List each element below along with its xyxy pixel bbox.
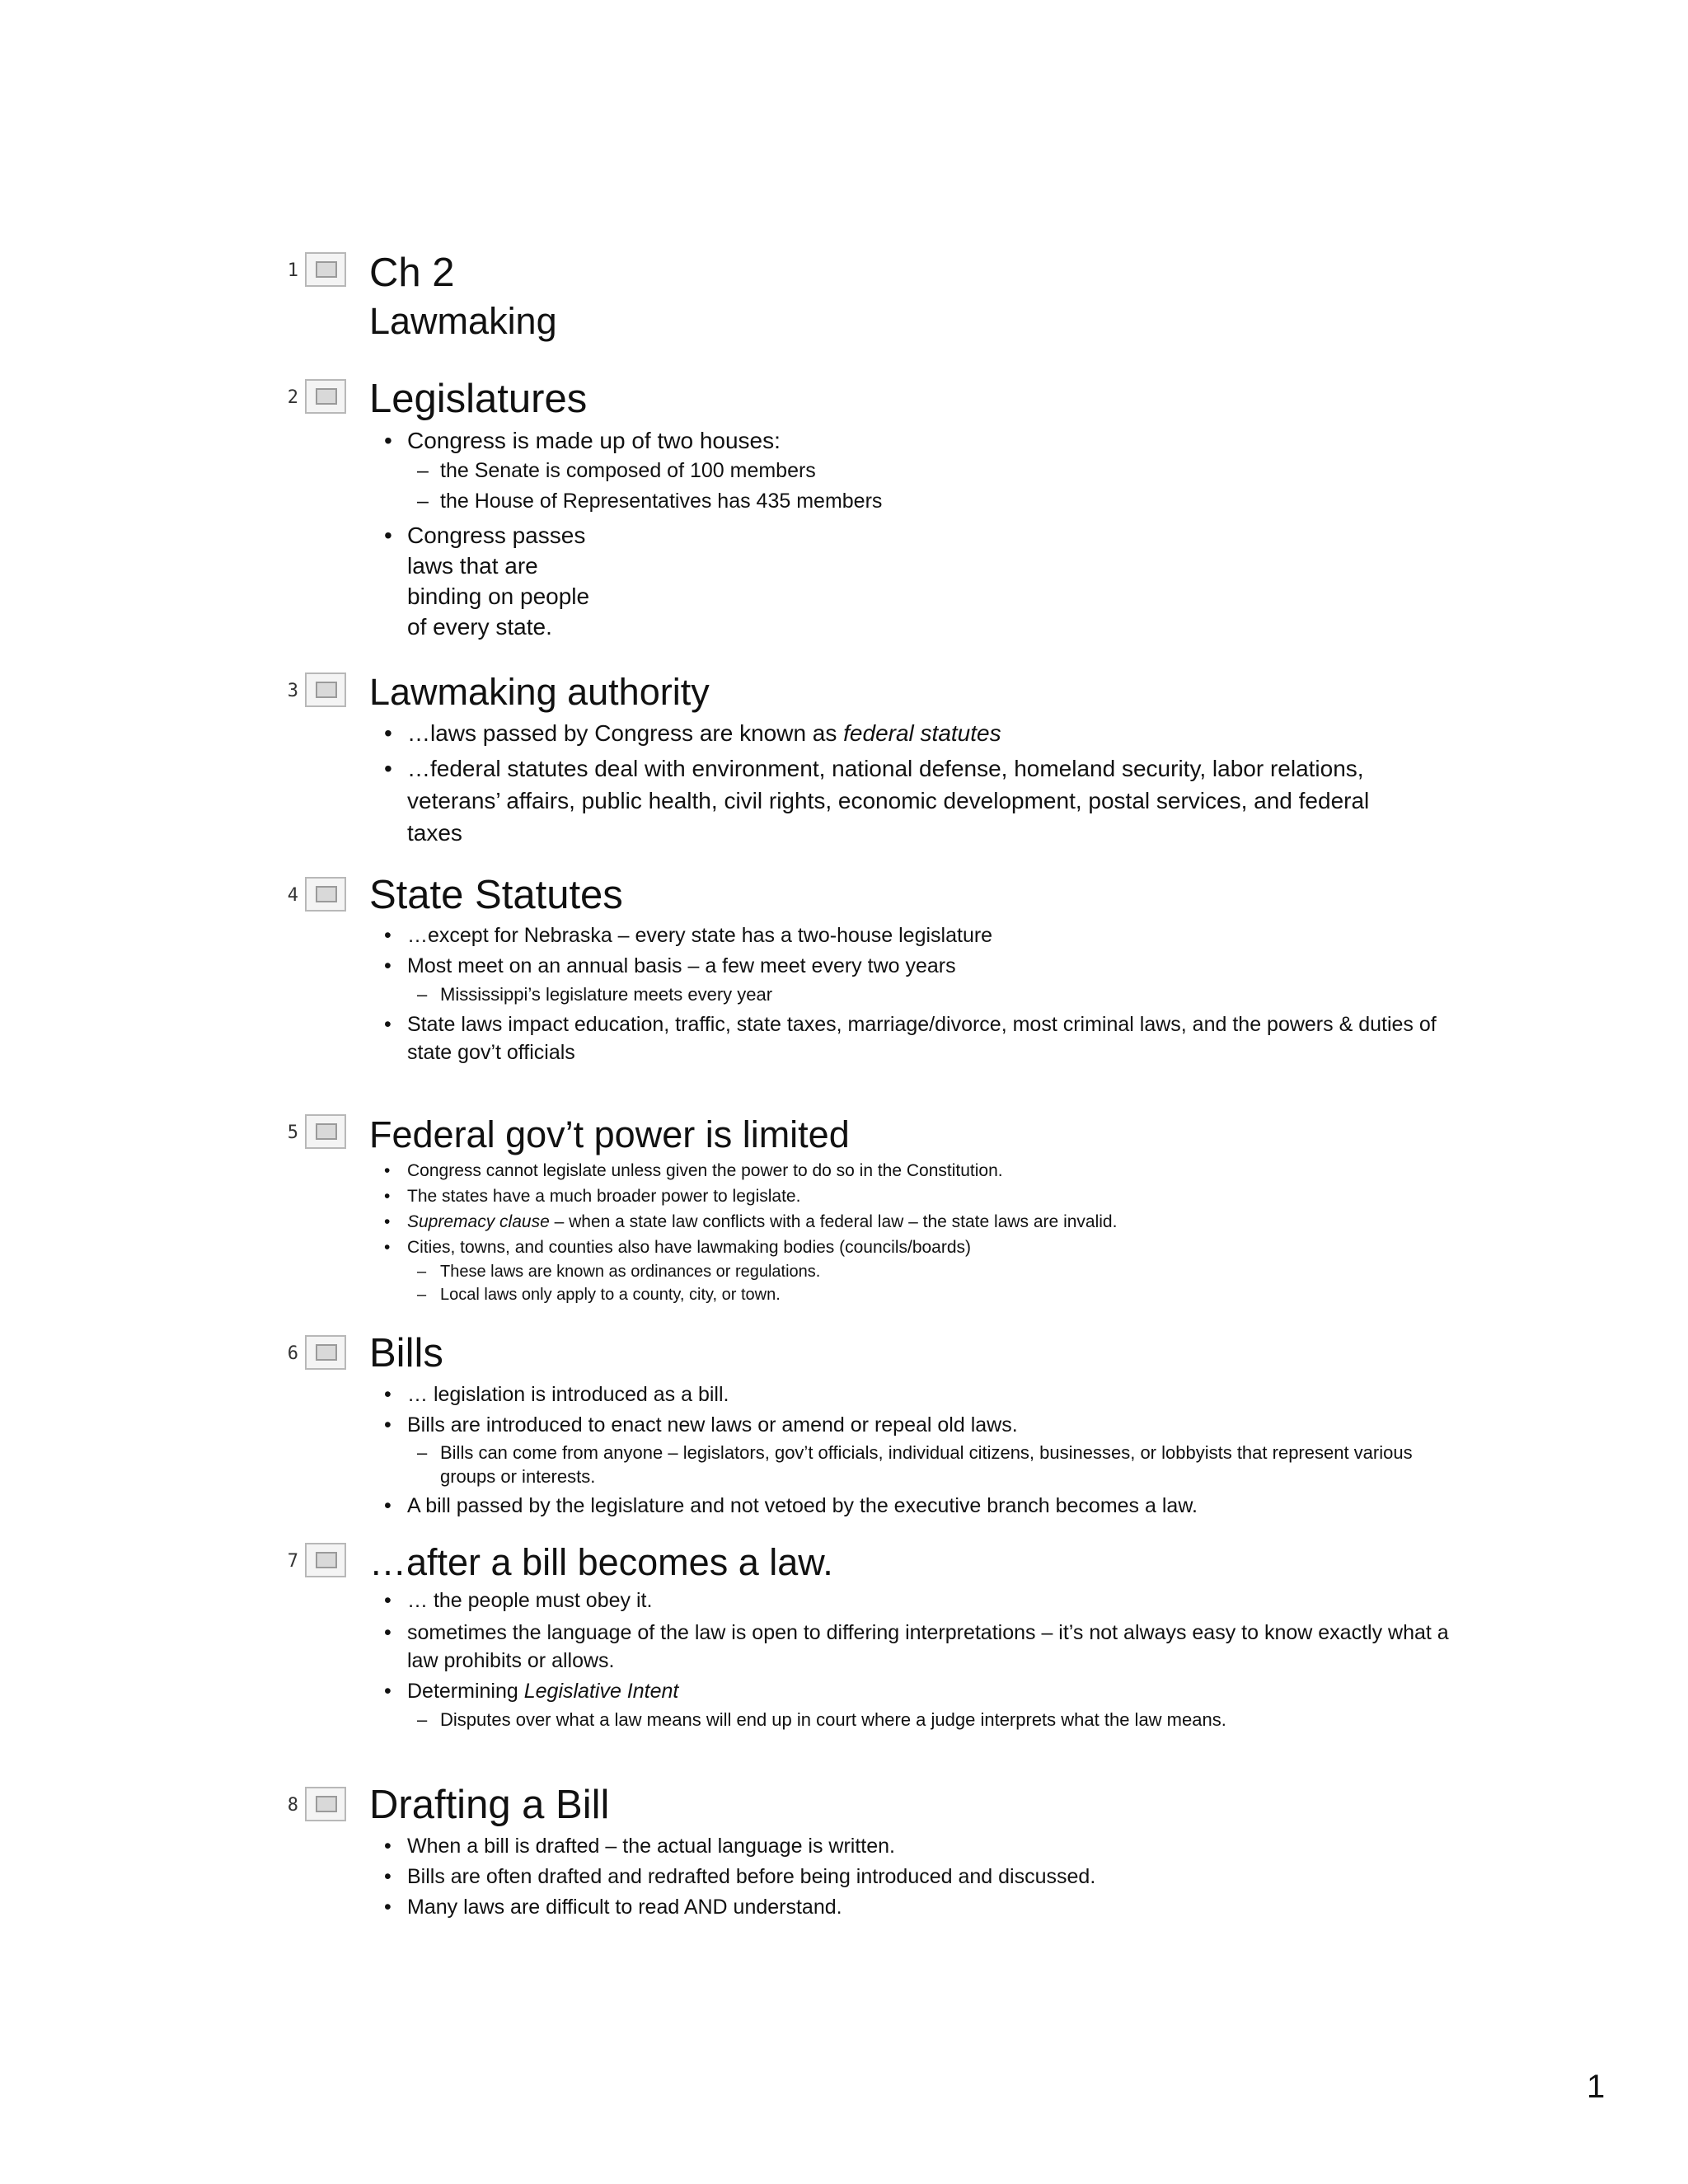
page-number: 1 bbox=[1587, 2069, 1606, 2105]
slide-thumbnail-icon[interactable] bbox=[305, 1335, 346, 1370]
slide-thumbnail-icon[interactable] bbox=[305, 252, 346, 287]
bullet-list bbox=[384, 1586, 1456, 1733]
bullet-line: of every state. bbox=[407, 614, 552, 640]
slide-number: 3 bbox=[287, 681, 298, 701]
slide-thumbnail-icon[interactable] bbox=[305, 1543, 346, 1577]
bullet-item: • Most meet on an annual basis – a few meet every two years bbox=[384, 951, 1456, 982]
slide-number: 2 bbox=[287, 387, 298, 408]
bullet-list bbox=[384, 425, 1456, 642]
bullet-list bbox=[384, 1831, 1456, 1923]
bullet-item: • sometimes the language of the law is open to differing interpretations – it’s not always easy to know exactly what a law prohibits or allows. bbox=[384, 1619, 1454, 1675]
slide-thumbnail-icon[interactable] bbox=[305, 1114, 346, 1149]
bullet-line: laws that are bbox=[407, 553, 538, 579]
slide-thumbnail-icon[interactable] bbox=[305, 673, 346, 707]
bullet-item: • …except for Nebraska – every state has a two-house legislature bbox=[384, 921, 1456, 951]
slide-title: Federal gov’t power is limited bbox=[369, 1113, 850, 1155]
slide-title: State Statutes bbox=[369, 873, 623, 917]
bullet-item: • State laws impact education, traffic, state taxes, marriage/divorce, most criminal laws, and the powers & duties of state gov’t officials bbox=[384, 1010, 1470, 1066]
slide-title: Bills bbox=[369, 1331, 443, 1376]
slide-subtitle: Lawmaking bbox=[369, 300, 557, 342]
bullet-emphasis: Legislative Intent bbox=[523, 1680, 679, 1703]
bullet-item: • Cities, towns, and counties also have lawmaking bodies (councils/boards) bbox=[384, 1235, 1456, 1260]
slide-number: 7 bbox=[287, 1551, 298, 1572]
sub-bullet-item: – Bills can come from anyone – legislators, gov’t officials, individual citizens, businesses, or lobbyists that represent various groups or interests. bbox=[417, 1441, 1437, 1488]
bullet-item: • Bills are introduced to enact new laws or amend or repeal old laws. bbox=[384, 1410, 1456, 1441]
bullet-line: • Congress passes bbox=[407, 523, 586, 548]
bullet-text: – when a state law conflicts with a federal law – the state laws are invalid. bbox=[549, 1212, 1118, 1231]
slide-thumbnail-icon[interactable] bbox=[305, 379, 346, 414]
slide-number: 6 bbox=[287, 1343, 298, 1364]
slide-title: Legislatures bbox=[369, 377, 588, 421]
bullet-line: binding on people bbox=[407, 583, 590, 609]
slide-title: Drafting a Bill bbox=[369, 1783, 610, 1827]
slide-thumbnail-icon[interactable] bbox=[305, 1787, 346, 1821]
sub-bullet-item: – These laws are known as ordinances or regulations. bbox=[417, 1260, 1456, 1283]
bullet-item: • Congress cannot legislate unless given the power to do so in the Constitution. bbox=[384, 1158, 1456, 1183]
bullet-item: • … legislation is introduced as a bill. bbox=[384, 1380, 1456, 1410]
bullet-item: • When a bill is drafted – the actual language is written. bbox=[384, 1831, 1456, 1862]
bullet-item bbox=[384, 1209, 1456, 1235]
bullet-list bbox=[384, 1380, 1456, 1521]
slide-title: …after a bill becomes a law. bbox=[369, 1541, 833, 1583]
bullet-emphasis: Supremacy clause bbox=[407, 1212, 550, 1231]
bullet-item bbox=[384, 520, 1456, 642]
bullet-list bbox=[384, 1158, 1456, 1306]
bullet-list bbox=[384, 717, 1456, 849]
sub-bullet-item: – the House of Representatives has 435 members bbox=[417, 486, 1456, 517]
bullet-list bbox=[384, 921, 1456, 1066]
bullet-item: • … the people must obey it. bbox=[384, 1586, 1456, 1616]
bullet-item: • …federal statutes deal with environment, national defense, homeland security, labor relations, veterans’ affairs, public health, civil rights, economic development, postal services, and federal taxes bbox=[384, 752, 1429, 849]
bullet-text: Determining bbox=[407, 1680, 524, 1703]
bullet-item: • Bills are often drafted and redrafted before being introduced and discussed. bbox=[384, 1862, 1456, 1892]
slide-title: Ch 2 bbox=[369, 251, 455, 295]
slide-thumbnail-icon[interactable] bbox=[305, 877, 346, 912]
sub-bullet-item: – Mississippi’s legislature meets every year bbox=[417, 982, 1456, 1008]
slide-number: 8 bbox=[287, 1795, 298, 1816]
sub-bullet-item: – Local laws only apply to a county, city, or town. bbox=[417, 1283, 1456, 1306]
slide-number: 5 bbox=[287, 1122, 298, 1143]
bullet-text: …laws passed by Congress are known as bbox=[407, 720, 844, 746]
slide-number: 1 bbox=[287, 260, 298, 281]
slide-title: Lawmaking authority bbox=[369, 671, 710, 713]
bullet-item bbox=[384, 1676, 1456, 1707]
sub-bullet-item: – Disputes over what a law means will end up in court where a judge interprets what the law means. bbox=[417, 1707, 1456, 1733]
bullet-item bbox=[384, 717, 1456, 749]
bullet-item: • Many laws are difficult to read AND understand. bbox=[384, 1892, 1456, 1923]
bullet-item: • The states have a much broader power to legislate. bbox=[384, 1183, 1456, 1209]
bullet-item: • Congress is made up of two houses: bbox=[384, 425, 1456, 456]
slide-number: 4 bbox=[287, 885, 298, 906]
bullet-item: • A bill passed by the legislature and not vetoed by the executive branch becomes a law. bbox=[384, 1491, 1456, 1521]
bullet-emphasis: federal statutes bbox=[843, 720, 1001, 746]
sub-bullet-item: – the Senate is composed of 100 members bbox=[417, 456, 1456, 486]
